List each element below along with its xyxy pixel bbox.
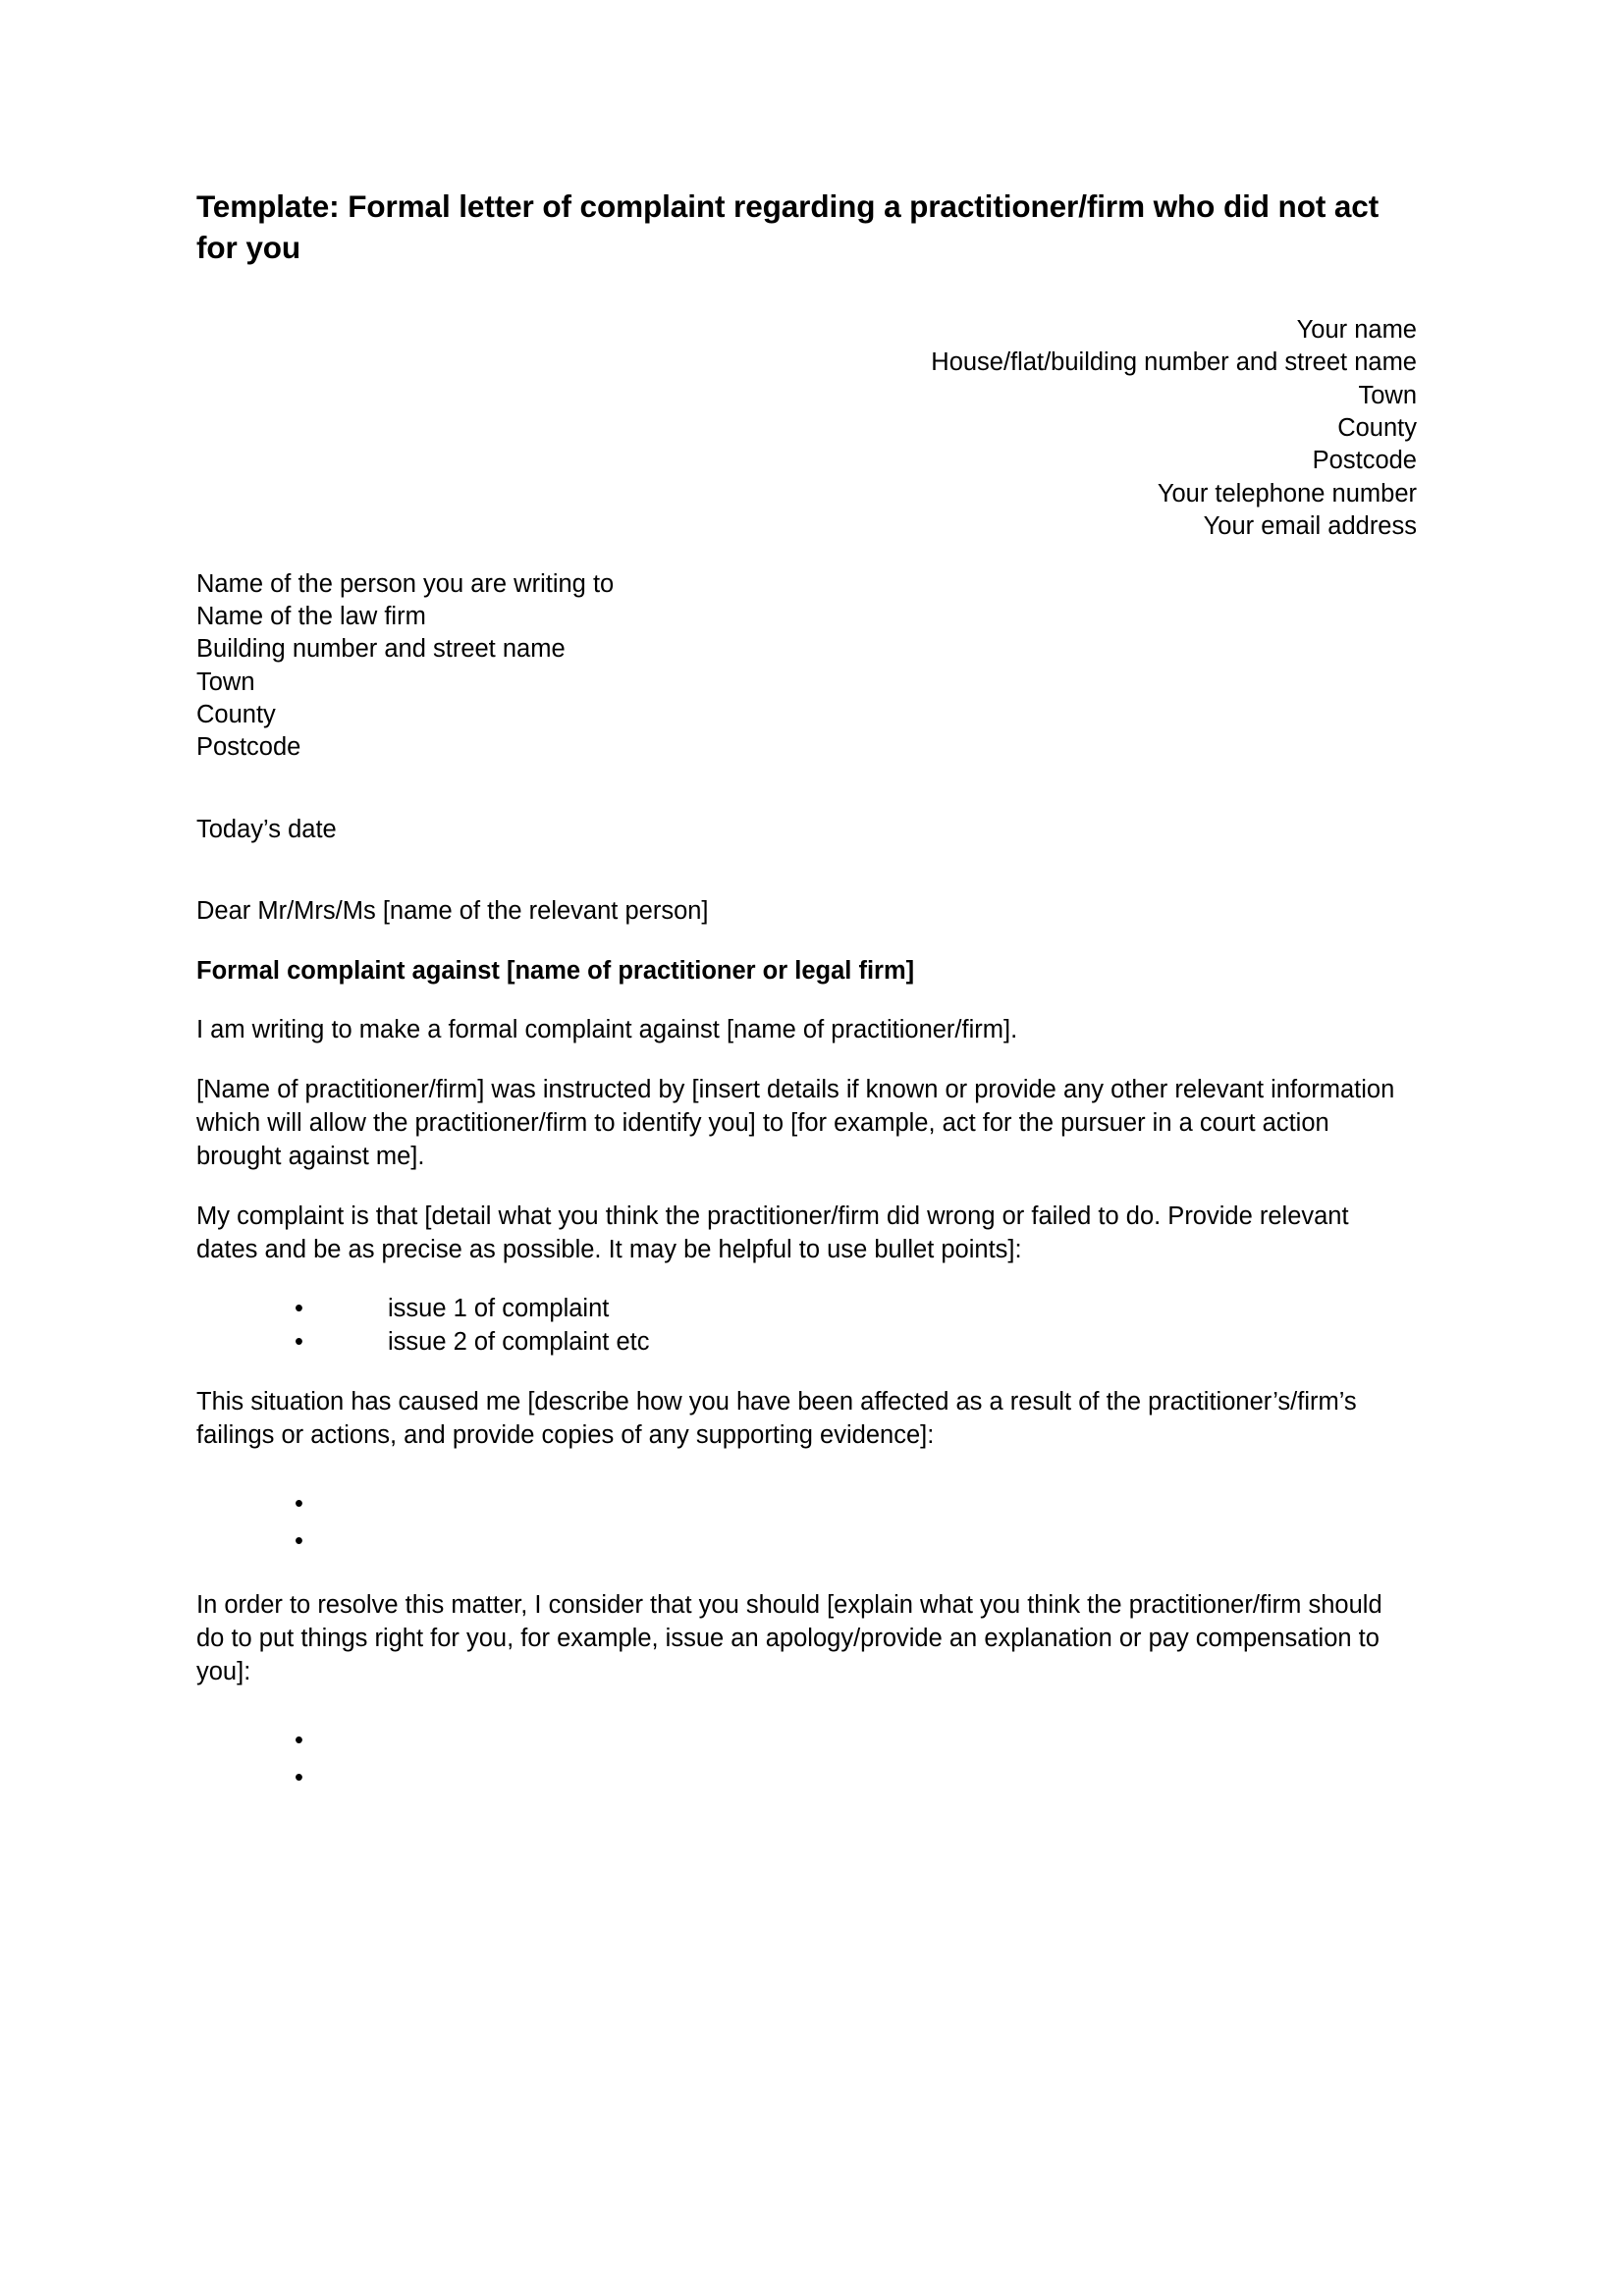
body-paragraph-2: [Name of practitioner/firm] was instructed by [insert details if known or provide any other relevant information which will allow the practitioner/firm to identify you] to [for example, act for the pursuer in a court action brought against me]. [196, 1075, 1395, 1170]
list-item [196, 1725, 1417, 1762]
recipient-address-block [196, 568, 1417, 765]
list-item [196, 1488, 1417, 1525]
body-paragraph-5: In order to resolve this matter, I consider that you should [explain what you think the practitioner/firm should do to put things right for you, for example, issue an apology/provide an explanation or pay compensation to you]: [196, 1591, 1382, 1686]
body-paragraph-4: This situation has caused me [describe how you have been affected as a result of the practitioner’s/firm’s failings or actions, and provide copies of any supporting evidence]: [196, 1388, 1357, 1450]
sender-address-line: House/flat/building number and street name [931, 348, 1417, 377]
list-item [196, 1762, 1417, 1799]
list-item: • issue 2 of complaint etc [196, 1326, 1417, 1360]
sender-address-line: Town [1358, 381, 1417, 409]
recipient-address-line: Name of the person you are writing to [196, 569, 615, 598]
sender-address-block [196, 314, 1417, 544]
list-item: • issue 1 of complaint [196, 1293, 1417, 1326]
sender-address-line: Postcode [1312, 447, 1417, 475]
subject-line: Formal complaint against [name of practitioner or legal firm] [196, 956, 915, 985]
recipient-address-line: Town [196, 667, 255, 696]
recipient-address-line: Postcode [196, 733, 301, 762]
body-paragraph-3: My complaint is that [detail what you think the practitioner/firm did wrong or failed to do. Provide relevant dates and be as precise as possible. It may be helpful to use bullet points]: [196, 1201, 1349, 1263]
recipient-address-line: Building number and street name [196, 635, 566, 664]
sender-address-line: Your name [1296, 315, 1417, 344]
sender-address-line: Your telephone number [1157, 479, 1417, 507]
body-paragraph-1: I am writing to make a formal complaint against [name of practitioner/firm]. [196, 1016, 1018, 1044]
date-line: Today’s date [196, 815, 337, 843]
salutation-line: Dear Mr/Mrs/Ms [name of the relevant person] [196, 897, 709, 926]
list-item [196, 1525, 1417, 1563]
resolution-bullet-list [196, 1725, 1417, 1799]
recipient-address-line: Name of the law firm [196, 602, 426, 630]
complaint-bullet-list [196, 1293, 1417, 1360]
sender-address-line: County [1337, 413, 1417, 442]
impact-bullet-list [196, 1488, 1417, 1563]
recipient-address-line: County [196, 701, 276, 729]
page-title: Template: Formal letter of complaint regarding a practitioner/firm who did not act for you [196, 188, 1380, 265]
sender-address-line: Your email address [1203, 512, 1417, 541]
